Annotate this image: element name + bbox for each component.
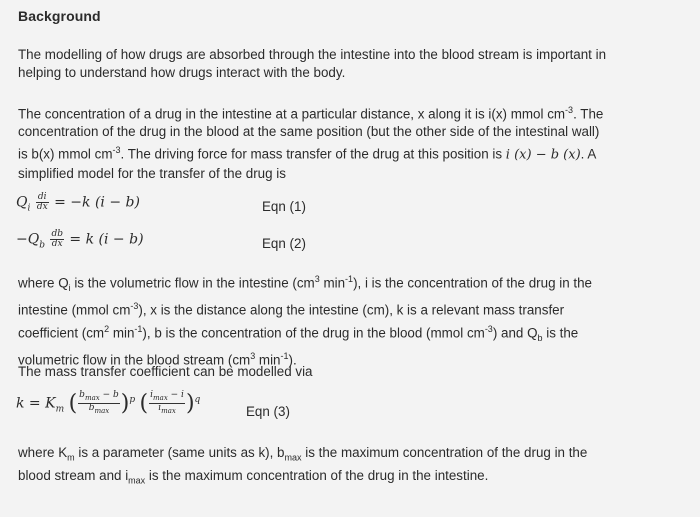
intro-paragraph: The modelling of how drugs are absorbed through the intestine into the blood stream is important in helping to understand how drugs interact with the body.: [18, 47, 607, 80]
equation-2: $-Q_b$ $\frac{db}{dx}$ = k (i − b): [16, 229, 144, 251]
equation-3: $k = K_m$ ( $\frac{b_{max} - b}{b_{max}}$ )$^p$ ( $\frac{i_{max} - i}{i_{max}}$ )$^q$: [16, 390, 201, 416]
parameters-paragraph: where $K_m$ is a parameter (same units as k), $b_{max}$ is the maximum concentration of the drug in the blood stream and $i_{max}$ is the maximum concentration of the drug in the intestine.: [18, 445, 588, 486]
equation-2-label: Eqn (2): [262, 236, 306, 251]
equation-1-label: Eqn (1): [262, 199, 306, 214]
equation-1: $Q_i$ $\frac{di}{dx}$ = −k (i − b): [16, 192, 140, 214]
definitions-paragraph: where $Q_i$ is the volumetric flow in the intestine ($cm^3$ $\min^{-1}$), i is the concentration of the drug in the intestine (mmol $cm^{-3}$), x is the distance along the intestine (cm), k is a relevant mass transfer coefficient ($cm^2$ $\min^{-1}$), b is the concentration of the drug in the blood (mmol $cm^{-3}$) and $Q_b$ is the volumetric flow in the blood stream ($cm^3$ $\min^{-1}$).: [18, 274, 593, 368]
concentration-paragraph: The concentration of a drug in the intestine at a particular distance, x along it is i(x) mmol $cm^{-3}$. The concentration of the drug in the blood at the same position (but the other side of the intestinal wall) is b(x) mmol $cm^{-3}$. The driving force for mass transfer of the drug at this position is i (x) − b (x). A simplified model for the transfer of the drug is: [18, 105, 604, 181]
equation-3-label: Eqn (3): [246, 404, 290, 419]
section-heading: Background: [18, 8, 101, 24]
model-intro-text: The mass transfer coefficient can be modelled via: [18, 364, 313, 379]
